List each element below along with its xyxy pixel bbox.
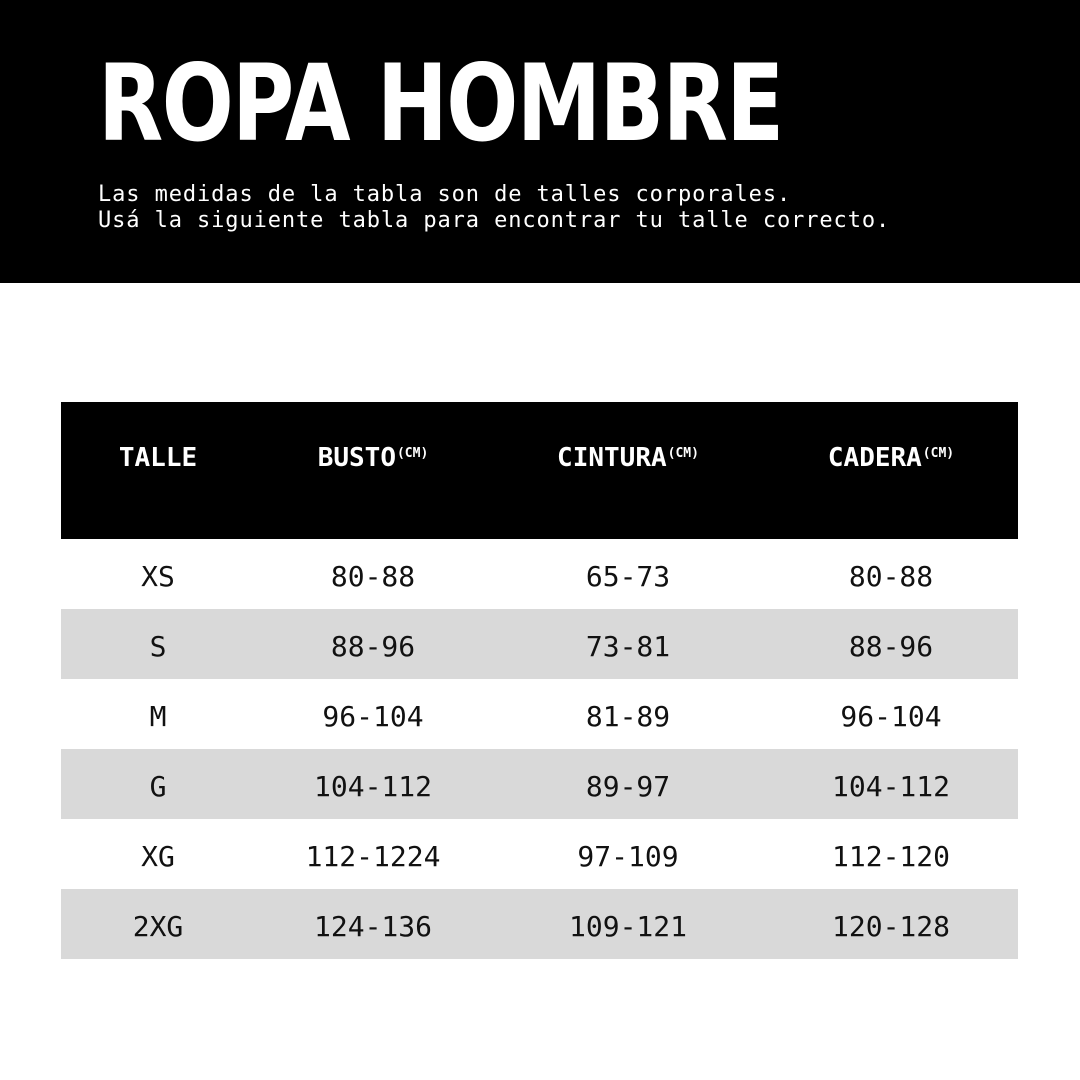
column-header-talle (119, 438, 197, 478)
size-cell: M (149, 700, 167, 733)
cadera-cell: 96-104 (840, 700, 942, 733)
cadera-cell: 104-112 (831, 770, 951, 803)
cadera-cell: 80-88 (848, 560, 934, 593)
busto-cell: 80-88 (330, 560, 416, 593)
column-header-label: CADERA (827, 443, 922, 473)
table-row (61, 889, 1018, 959)
size-cell: 2XG (132, 910, 184, 943)
size-cell: XG (141, 840, 175, 873)
table-row (61, 819, 1018, 889)
busto-cell: 124-136 (313, 910, 433, 943)
header-banner (0, 0, 1080, 283)
size-table (61, 402, 1018, 959)
column-header-busto (318, 438, 429, 478)
column-header-label: TALLE (118, 443, 198, 473)
page-title: ROPA HOMBRE (98, 42, 783, 165)
table-row (61, 609, 1018, 679)
table-row (61, 679, 1018, 749)
column-header-unit: (CM) (922, 446, 955, 461)
page-subtitle (98, 182, 890, 234)
cadera-cell: 88-96 (848, 630, 934, 663)
table-row (61, 749, 1018, 819)
column-header-cintura (557, 438, 699, 478)
column-header-label: CINTURA (557, 443, 667, 473)
busto-cell: 104-112 (313, 770, 433, 803)
table-row (61, 539, 1018, 609)
cintura-cell: 89-97 (585, 770, 671, 803)
cintura-cell: 97-109 (577, 840, 679, 873)
subtitle-line-2: Usá la siguiente tabla para encontrar tu talle correcto. (98, 208, 891, 233)
size-cell: XS (141, 560, 175, 593)
busto-cell: 88-96 (330, 630, 416, 663)
cadera-cell: 112-120 (831, 840, 951, 873)
cintura-cell: 73-81 (585, 630, 671, 663)
column-header-unit: (CM) (667, 446, 699, 461)
subtitle-line-1: Las medidas de la tabla son de talles corporales. (98, 182, 792, 207)
busto-cell: 112-1224 (305, 840, 441, 873)
column-header-label: BUSTO (317, 443, 396, 473)
size-cell: S (149, 630, 167, 663)
cintura-cell: 81-89 (585, 700, 671, 733)
column-header-unit: (CM) (396, 446, 429, 461)
size-cell: G (149, 770, 167, 803)
cintura-cell: 65-73 (585, 560, 671, 593)
cintura-cell: 109-121 (568, 910, 688, 943)
cadera-cell: 120-128 (831, 910, 951, 943)
column-header-cadera (828, 438, 954, 478)
busto-cell: 96-104 (322, 700, 424, 733)
